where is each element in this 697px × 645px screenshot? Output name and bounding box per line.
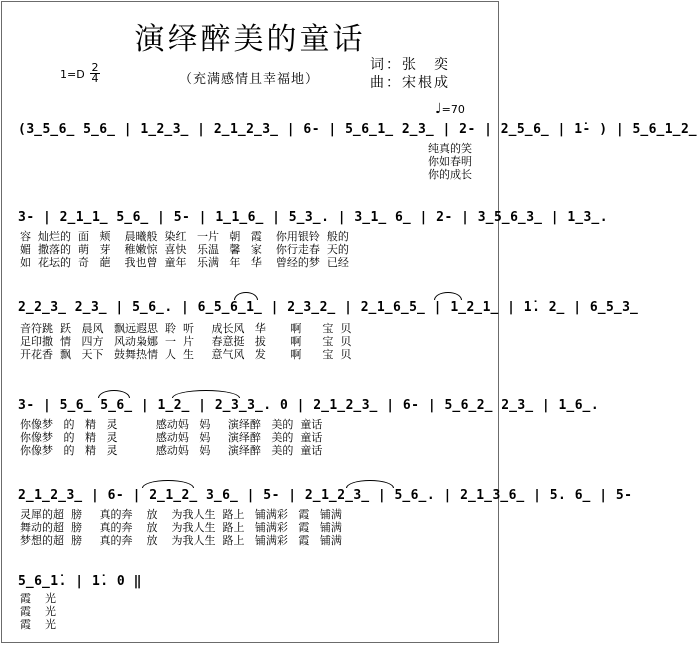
tempo-marking — [435, 101, 465, 117]
lyric-verse-2: 你像梦 的 精 灵 感动妈 妈 演绎醉 美的 童话 — [20, 431, 323, 444]
lyric-verse-3: 你像梦 的 精 灵 感动妈 妈 演绎醉 美的 童话 — [20, 444, 323, 457]
sheet-music-page — [1, 1, 697, 643]
composer-credit: 曲：宋根成 — [370, 75, 450, 91]
lyric-verse-2: 霞 光 — [20, 605, 56, 618]
notation-line: 3- | 5̲6̲ 5̲6̲ | 1̲2̲ | 2̲3̲3̲. 0 | 2̲1̲2̲3̲ | 6- | 5̲6̲2̲ 2̲3̲ | 1̲6̲. — [18, 398, 600, 413]
lyric-verse-2: 媚 撒落的 萌 芽 稚嫩惊 喜快 乐温 馨 家 你行走春 天的 — [20, 243, 349, 256]
pickup-lyric-2: 你如春明 — [428, 155, 472, 168]
expression-marking: （充满感情且幸福地） — [179, 72, 320, 87]
lyric-verse-2: 舞动的超 膀 真的奔 放 为我人生 路上 铺满彩 霞 铺满 — [20, 521, 342, 534]
notation-line: 2̲1̲2̲3̲ | 6- | 2̲1̲2̲ 3̲6̲ | 5- | 2̲1̲2̲3̲ | 5̲6̲. | 2̲1̲3̲6̲ | 5. 6̲ | 5- — [18, 488, 633, 503]
pickup-lyric-3: 你的成长 — [428, 168, 472, 181]
lyric-verse-2: 足印撒 情 四方 风动枭娜 一 片 春意挺 拔 啊 宝 贝 — [20, 335, 352, 348]
lyric-verse-1: 容 灿烂的 面 颊 晨曦般 染红 一片 朝 霞 你用银铃 般的 — [20, 230, 349, 243]
time-signature-denominator: 4 — [91, 72, 99, 85]
lyric-verse-1: 音符跳 跃 晨风 飘远遐思 聆 听 成长风 华 啊 宝 贝 — [20, 322, 352, 335]
time-signature — [90, 63, 100, 84]
slur — [142, 480, 194, 488]
lyric-verse-1: 灵犀的超 膀 真的奔 放 为我人生 路上 铺满彩 霞 铺满 — [20, 508, 342, 521]
lyric-verse-3: 梦想的超 膀 真的奔 放 为我人生 路上 铺满彩 霞 铺满 — [20, 534, 342, 547]
quarter-note-icon: ♩ — [435, 101, 442, 117]
lyric-verse-3: 开花香 飘 天下 鼓舞热情 人 生 意气风 发 啊 宝 贝 — [20, 348, 352, 361]
notation-line: (3̲5̲6̲ 5̲6̲ | 1̲2̲3̲ | 2̲1̲2̲3̲ | 6- | 5̲6̲1̲ 2̲3̲ | 2- | 2̲5̲6̲ | 1̇- ) | 5̲6̲1̲2̲ — [18, 122, 697, 137]
slur — [346, 480, 394, 488]
key-signature: 1=D — [60, 68, 85, 81]
slur — [434, 292, 462, 300]
lyric-verse-3: 如 花坛的 奇 葩 我也曾 童年 乐满 年 华 曾经的梦 已经 — [20, 256, 349, 269]
pickup-lyric-1: 纯真的笑 — [428, 142, 472, 155]
lyric-verse-1: 你像梦 的 精 灵 感动妈 妈 演绎醉 美的 童话 — [20, 418, 323, 431]
lyricist-credit: 词：张 奕 — [370, 57, 450, 73]
notation-line: 2̲2̲3̲ 2̲3̲ | 5̲6̲. | 6̲5̲6̲1̲ | 2̲3̲2̲ | 2̲1̲6̲5̲ | 1̲2̲1̲ | 1̇. 2̲ | 6̲5̲3̲ — [18, 300, 639, 315]
lyric-verse-3: 霞 光 — [20, 618, 56, 631]
notation-line: 3- | 2̲1̲1̲ 5̲6̲ | 5- | 1̲1̲6̲ | 5̲3̲. | 3̲1̲ 6̲ | 2- | 3̲5̲6̲3̲ | 1̲3̲. — [18, 210, 609, 225]
slur — [234, 292, 258, 300]
slur — [98, 390, 130, 398]
time-signature-numerator: 2 — [91, 61, 99, 74]
notation-line: 5̲6̲1̇. | 1̇. 0 ‖ — [18, 574, 142, 589]
song-title: 演绎醉美的童话 — [134, 22, 366, 57]
lyric-verse-1: 霞 光 — [20, 592, 56, 605]
slur — [172, 390, 240, 398]
tempo-value: =70 — [441, 103, 465, 116]
